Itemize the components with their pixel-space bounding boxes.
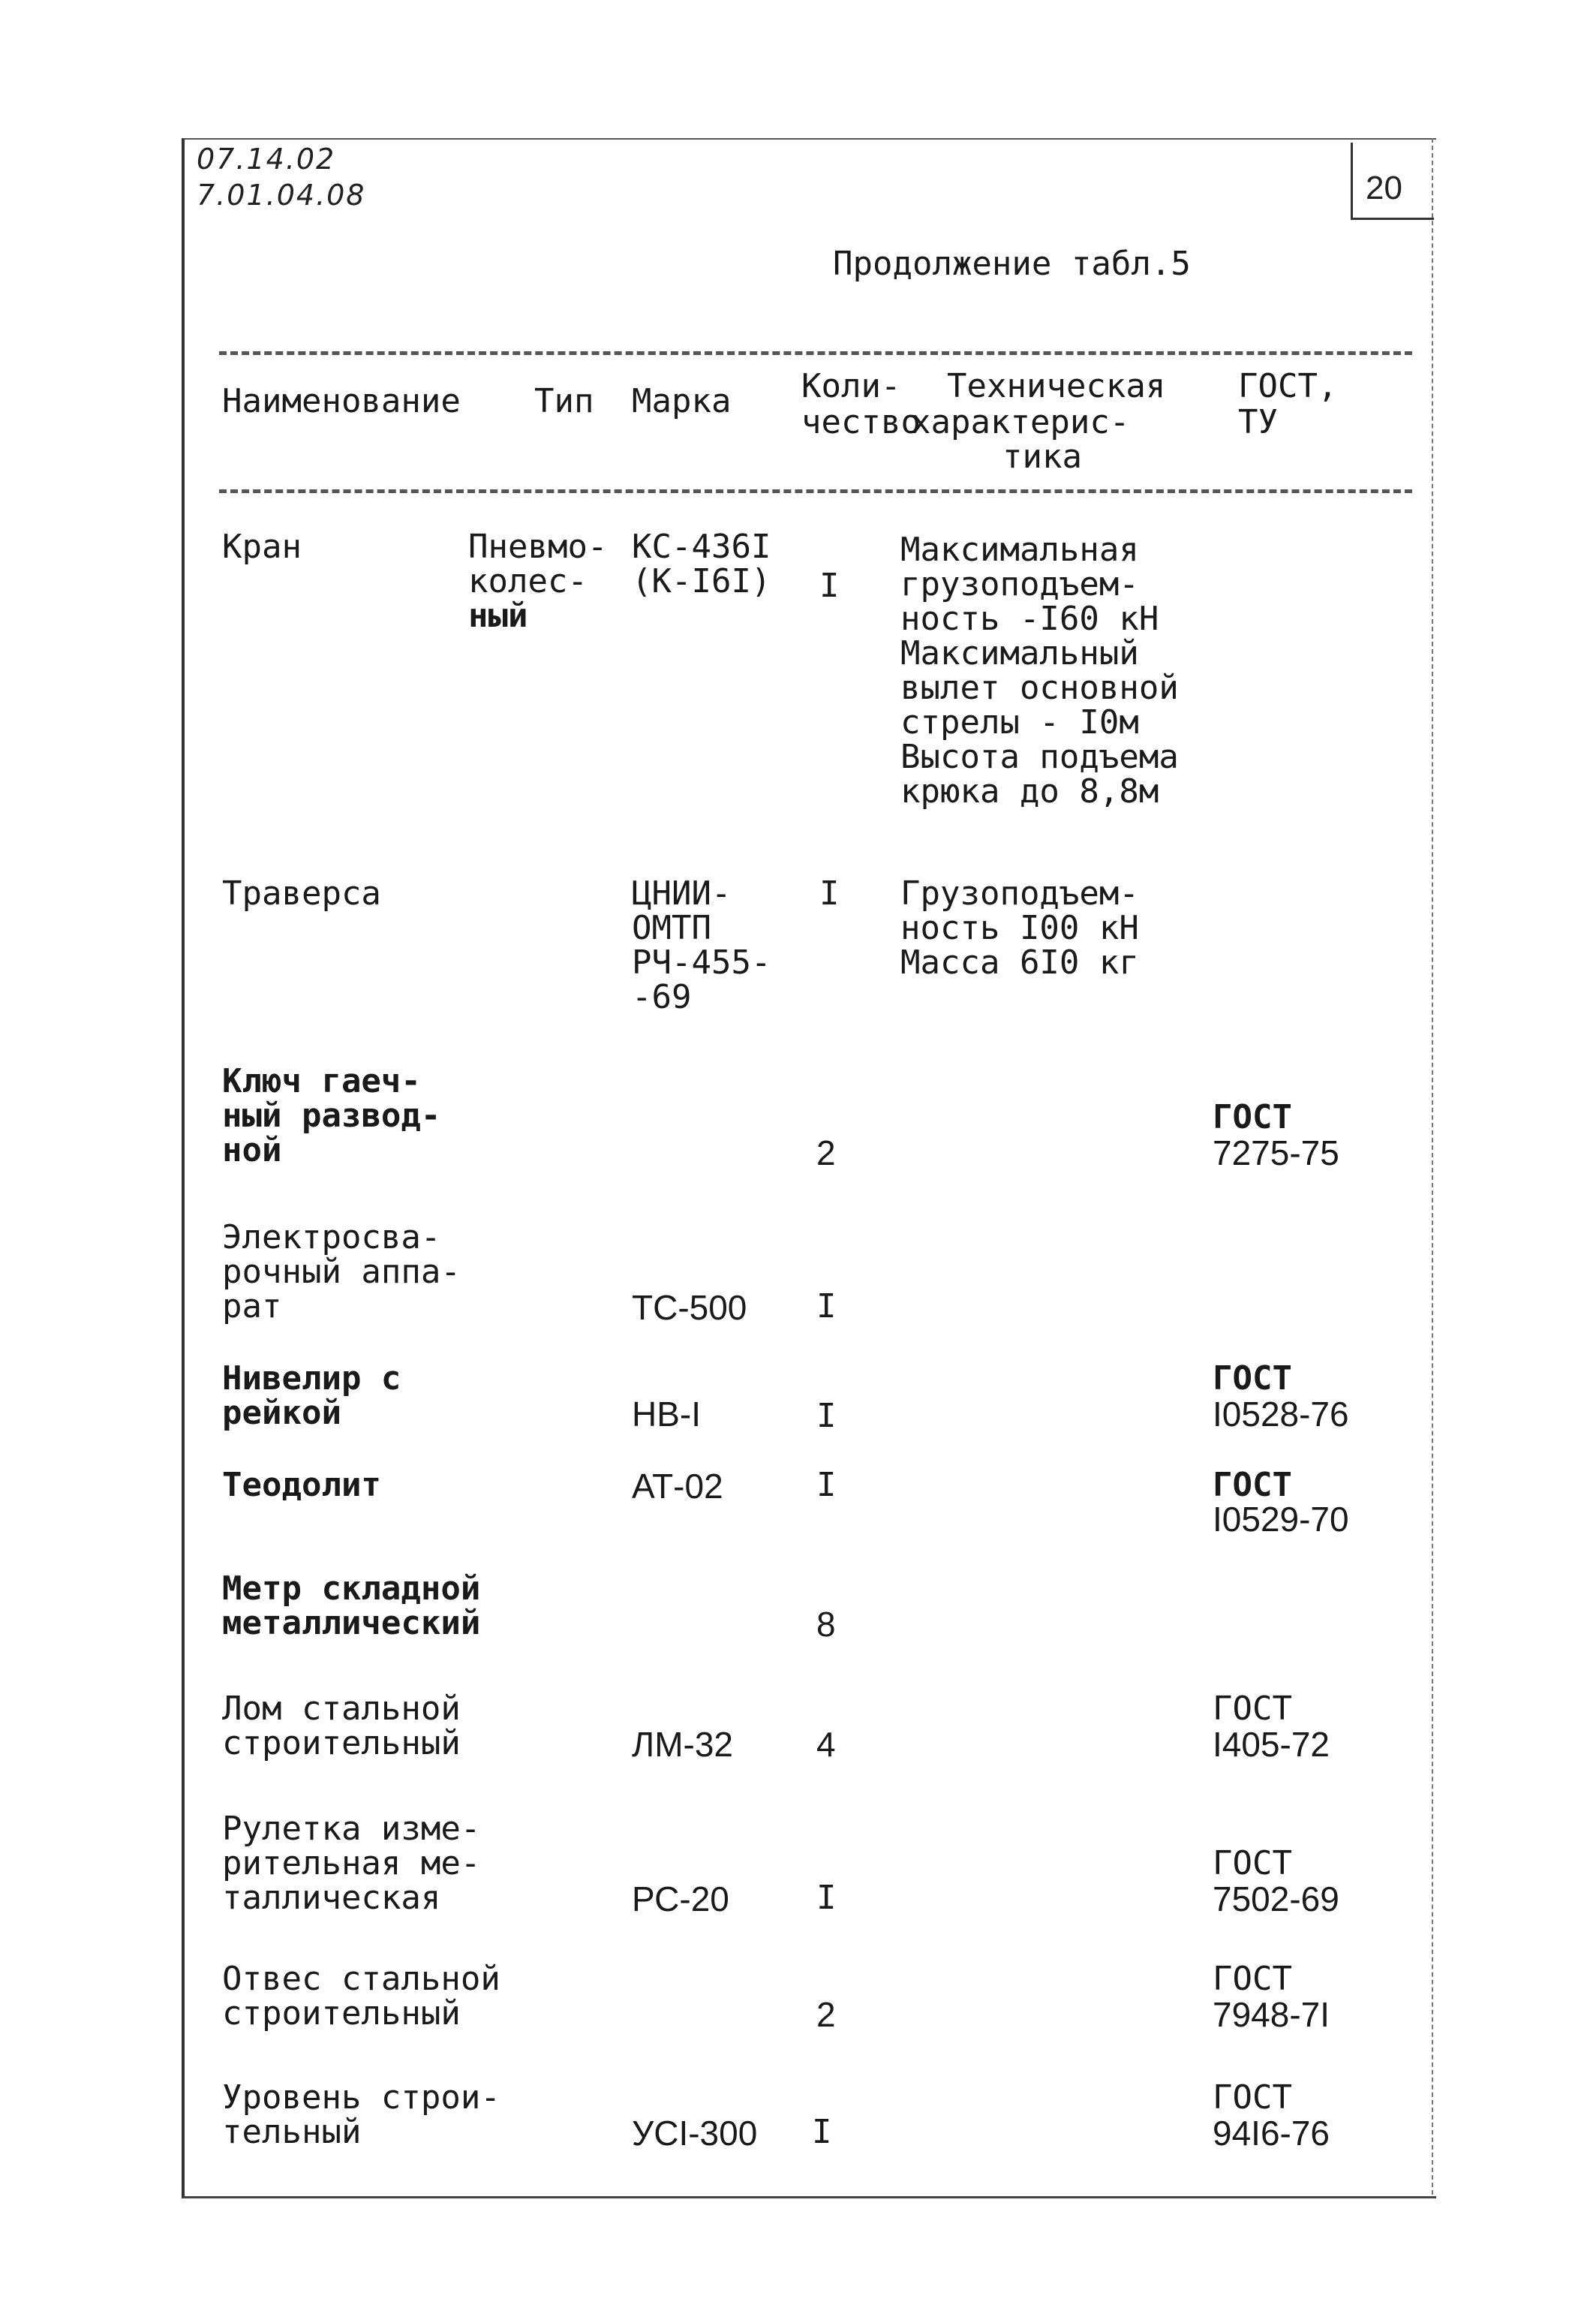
- row-4-mark: ТС-500: [632, 1288, 747, 1327]
- row-2-mark-3: РЧ-455-: [632, 943, 771, 982]
- row-10-qty: 2: [816, 1995, 836, 2034]
- row-3-qty: 2: [816, 1133, 836, 1172]
- row-8-qty: 4: [816, 1725, 836, 1764]
- row-11-qty: I: [812, 2113, 832, 2151]
- row-6-gost-2: I0529-70: [1213, 1500, 1349, 1539]
- header-qty-line-2: чество: [801, 403, 921, 441]
- row-11-mark: УСI-300: [632, 2114, 758, 2153]
- row-9-name-3: таллическая: [222, 1879, 441, 1917]
- row-3-gost-1: ГОСТ: [1213, 1098, 1292, 1136]
- row-11-name-2: тельный: [222, 2113, 362, 2151]
- row-1-mark-1: КС-436I: [632, 528, 771, 566]
- row-3-name-3: ной: [222, 1131, 282, 1169]
- row-1-type-3: ный: [468, 597, 528, 635]
- row-9-gost-2: 7502-69: [1213, 1879, 1339, 1918]
- row-7-name-2: металлический: [222, 1604, 481, 1642]
- row-1-name: Кран: [222, 528, 302, 566]
- page-number: 20: [1366, 170, 1402, 206]
- row-7-qty: 8: [816, 1605, 836, 1644]
- handwritten-code-1: 07.14.02: [197, 143, 336, 176]
- row-10-gost-2: 7948-7I: [1213, 1995, 1330, 2034]
- row-6-name: Теодолит: [222, 1466, 381, 1504]
- row-5-mark: НВ-I: [632, 1395, 701, 1434]
- header-qty-line-1: Коли-: [801, 367, 901, 405]
- row-11-gost-2: 94I6-76: [1213, 2114, 1330, 2153]
- row-9-gost-1: ГОСТ: [1213, 1844, 1292, 1882]
- row-1-type-2: колес-: [468, 562, 588, 600]
- page-frame-right-edge: [1432, 138, 1433, 2195]
- header-spec-line-3: тика: [1002, 438, 1082, 476]
- handwritten-code-2: 7.01.04.08: [197, 179, 366, 212]
- row-2-spec-1: Грузоподъем-: [900, 874, 1139, 913]
- row-2-mark-2: ОМТП: [632, 909, 711, 947]
- row-5-gost-1: ГОСТ: [1213, 1359, 1292, 1398]
- row-11-gost-1: ГОСТ: [1213, 2078, 1292, 2117]
- row-3-gost-2: 7275-75: [1213, 1133, 1339, 1172]
- header-spec-line-1: Техническая: [947, 367, 1166, 405]
- header-type: Тип: [534, 382, 594, 420]
- row-3-name-2: ный развод-: [222, 1097, 441, 1135]
- row-1-spec-3: ность -I60 кН: [900, 600, 1159, 638]
- row-9-qty: I: [816, 1879, 837, 1917]
- row-3-name-1: Ключ гаеч-: [222, 1062, 421, 1100]
- row-5-qty: I: [816, 1397, 837, 1435]
- row-8-mark: ЛМ-32: [632, 1725, 733, 1764]
- row-6-gost-1: ГОСТ: [1213, 1466, 1292, 1504]
- table-continuation-title: Продолжение табл.5: [833, 245, 1191, 283]
- row-8-gost-1: ГОСТ: [1213, 1690, 1292, 1728]
- row-1-type-1: Пневмо-: [468, 528, 608, 566]
- row-1-spec-1: Максимальная: [900, 531, 1139, 569]
- row-1-qty: I: [819, 567, 840, 605]
- row-7-name-1: Метр складной: [222, 1569, 481, 1608]
- row-11-name-1: Уровень строи-: [222, 2078, 500, 2117]
- row-1-mark-2: (К-I6I): [632, 562, 771, 600]
- row-1-spec-6: стрелы - I0м: [900, 703, 1139, 742]
- row-4-qty: I: [816, 1287, 837, 1326]
- row-4-name-2: рочный аппа-: [222, 1253, 461, 1291]
- row-10-gost-1: ГОСТ: [1213, 1960, 1292, 1998]
- row-5-name-1: Нивелир с: [222, 1359, 401, 1398]
- row-1-spec-7: Высота подъема: [900, 738, 1179, 776]
- header-name: Наименование: [222, 382, 461, 420]
- row-1-spec-4: Максимальный: [900, 634, 1139, 673]
- row-9-name-2: рительная ме-: [222, 1844, 481, 1882]
- header-gost-line-1: ГОСТ,: [1238, 367, 1338, 405]
- header-spec-line-2: характерис-: [911, 403, 1130, 441]
- row-8-name-1: Лом стальной: [222, 1690, 461, 1728]
- row-5-gost-2: I0528-76: [1213, 1395, 1349, 1434]
- row-10-name-1: Отвес стальной: [222, 1960, 500, 1998]
- row-2-name: Траверса: [222, 874, 381, 913]
- row-2-spec-3: Масса 6I0 кг: [900, 943, 1139, 982]
- row-1-spec-5: вылет основной: [900, 669, 1179, 707]
- row-9-name-1: Рулетка изме-: [222, 1810, 481, 1848]
- header-gost-line-2: ТУ: [1238, 403, 1278, 441]
- row-2-mark-1: ЦНИИ-: [632, 874, 732, 913]
- row-6-qty: I: [816, 1466, 837, 1504]
- row-8-name-2: строительный: [222, 1724, 461, 1762]
- row-1-spec-8: крюка до 8,8м: [900, 772, 1159, 811]
- row-2-spec-2: ность I00 кН: [900, 909, 1139, 947]
- row-6-mark: АТ-02: [632, 1467, 723, 1506]
- row-5-name-2: рейкой: [222, 1394, 341, 1432]
- row-9-mark: РС-20: [632, 1879, 729, 1918]
- row-2-qty: I: [819, 874, 840, 913]
- header-mark: Марка: [632, 382, 732, 420]
- row-8-gost-2: I405-72: [1213, 1725, 1330, 1764]
- row-1-spec-2: грузоподъем-: [900, 565, 1139, 603]
- row-2-mark-4: -69: [632, 978, 692, 1016]
- row-4-name-3: рат: [222, 1287, 282, 1326]
- row-4-name-1: Электросва-: [222, 1218, 441, 1256]
- row-10-name-2: строительный: [222, 1994, 461, 2033]
- header-bottom-rule: [219, 489, 1412, 493]
- header-top-rule: [219, 351, 1412, 355]
